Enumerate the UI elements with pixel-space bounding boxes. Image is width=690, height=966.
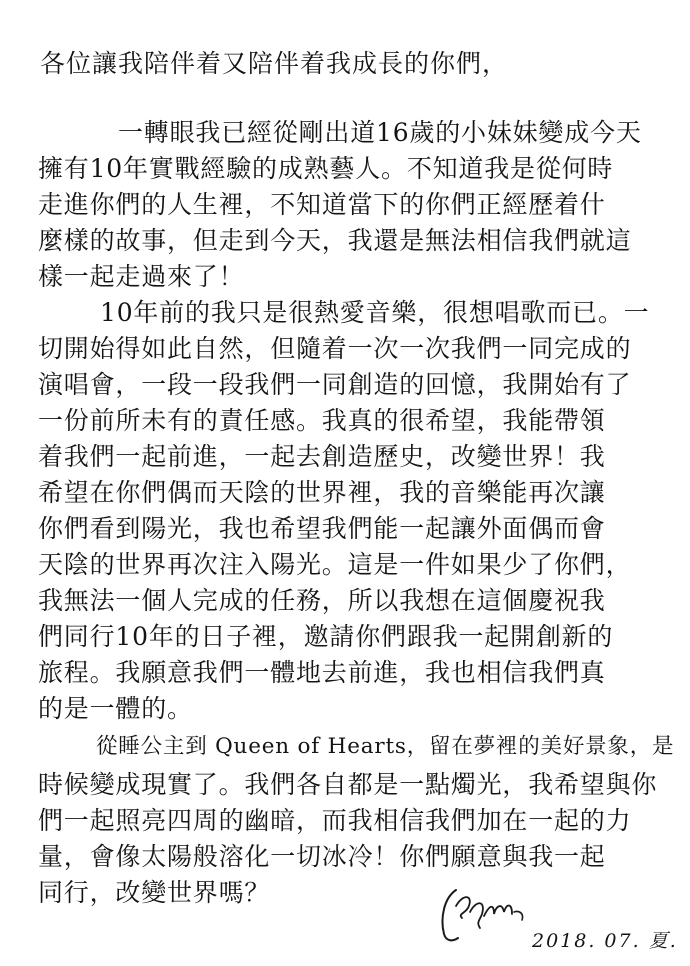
letter-line: 你們看到陽光，我也希望我們能一起讓外面偶而會	[38, 514, 606, 543]
letter-line: 一轉眼我已經從剛出道16歲的小妹妹變成今天	[118, 118, 642, 147]
letter-line: 量，會像太陽般溶化一切冰冷！你們願意與我一起	[38, 842, 606, 871]
letter-line: 希望在你們偶而天陰的世界裡，我的音樂能再次讓	[38, 478, 606, 507]
letter-line: 走進你們的人生裡，不知道當下的你們正經歷着什	[38, 190, 606, 219]
letter-line: 10年前的我只是很熱愛音樂，很想唱歌而已。一	[100, 298, 650, 327]
letter-line: 擁有10年實戰經驗的成熟藝人。不知道我是從何時	[38, 154, 614, 183]
letter-line: 演唱會，一段一段我們一同創造的回憶，我開始有了	[38, 370, 632, 399]
letter-line: 們一起照亮四周的幽暗，而我相信我們加在一起的力	[38, 806, 632, 835]
letter-line: 天陰的世界再次注入陽光。這是一件如果少了你們，	[38, 550, 632, 579]
letter-line: 切開始得如此自然，但隨着一次一次我們一同完成的	[38, 334, 632, 363]
letter-line: 時候變成現實了。我們各自都是一點燭光，我希望與你	[38, 770, 658, 799]
letter-line: 同行，改變世界嗎？	[38, 878, 271, 907]
letter-line: 從睡公主到 Queen of Hearts，留在夢裡的美好景象，是	[96, 734, 675, 759]
letter-line: 着我們一起前進，一起去創造歷史，改變世界！我	[38, 442, 606, 471]
letter-date: 2018. 07. 夏.	[532, 930, 678, 952]
letter-line: 一份前所未有的責任感。我真的很希望，我能帶領	[38, 406, 606, 435]
letter-line: 我無法一個人完成的任務，所以我想在這個慶祝我	[38, 586, 606, 615]
letter-line: 樣一起走過來了！	[38, 262, 245, 291]
letter-salutation: 各位讓我陪伴着又陪伴着我成長的你們，	[40, 49, 509, 78]
letter-line: 們同行10年的日子裡，邀請你們跟我一起開創新的	[38, 622, 614, 651]
handwritten-signature	[436, 884, 530, 944]
letter-line: 旅程。我願意我們一體地去前進，我也相信我們真	[38, 658, 606, 687]
letter-line: 的是一體的。	[38, 694, 193, 723]
letter-line: 麼樣的故事，但走到今天，我還是無法相信我們就這	[38, 226, 632, 255]
